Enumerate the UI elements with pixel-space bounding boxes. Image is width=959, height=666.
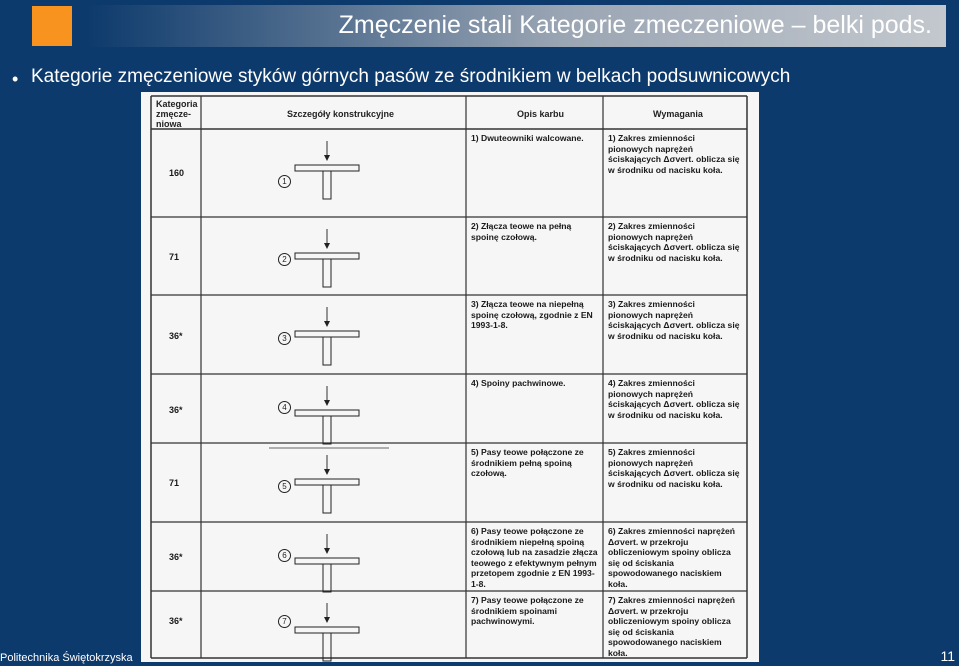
profile-shape bbox=[323, 416, 331, 444]
detail-number-badge: 1 bbox=[278, 175, 291, 188]
load-arrow-icon bbox=[324, 155, 330, 161]
row-notch-description: 3) Złącza teowe na niepełną spoinę czołową, zgodnie z EN 1993-1-8. bbox=[471, 299, 593, 330]
row-notch-description: 5) Pasy teowe połączone ze środnikiem pełną spoiną czołową. bbox=[471, 447, 584, 478]
row-category: 36* bbox=[169, 552, 183, 562]
row-notch-description: 2) Złącza teowe na pełną spoinę czołową. bbox=[471, 221, 572, 242]
scanned-table-image bbox=[141, 92, 759, 662]
row-notch-description: 6) Pasy teowe połączone ze środnikiem niepełną spoiną czołową lub na zasadzie złącza teowego z efektywnym pełnym przetopem zgodnie z EN 1993-1-8. bbox=[471, 526, 598, 589]
row-requirements: 1) Zakres zmienności pionowych naprężeń ściskających Δσvert. oblicza się w środniku od nacisku koła. bbox=[608, 133, 740, 175]
page-number: 11 bbox=[940, 648, 955, 664]
profile-shape bbox=[323, 337, 331, 365]
bullet-marker: • bbox=[12, 69, 19, 89]
row-notch-description: 1) Dwuteowniki walcowane. bbox=[471, 133, 584, 143]
row-category: 36* bbox=[169, 331, 183, 341]
profile-shape bbox=[295, 410, 359, 416]
row-requirements: 4) Zakres zmienności pionowych naprężeń ściskających Δσvert. oblicza się w środniku od nacisku koła. bbox=[608, 378, 740, 420]
profile-shape bbox=[295, 165, 359, 171]
profile-shape bbox=[295, 558, 359, 564]
load-arrow-icon bbox=[324, 617, 330, 623]
detail-number-badge: 6 bbox=[278, 549, 291, 562]
load-arrow-icon bbox=[324, 469, 330, 475]
profile-shape bbox=[323, 564, 331, 592]
detail-number-badge: 3 bbox=[278, 332, 291, 345]
profile-shape bbox=[323, 633, 331, 661]
load-arrow-icon bbox=[324, 548, 330, 554]
detail-number-badge: 4 bbox=[278, 401, 291, 414]
header-category: Kategoria zmęcze-niowa bbox=[156, 99, 198, 129]
row-notch-description: 4) Spoiny pachwinowe. bbox=[471, 378, 566, 388]
detail-number-badge: 2 bbox=[278, 253, 291, 266]
detail-number-badge: 7 bbox=[278, 615, 291, 628]
row-notch-description: 7) Pasy teowe połączone ze środnikiem spoinami pachwinowymi. bbox=[471, 595, 584, 626]
profile-shape bbox=[323, 485, 331, 513]
header-notch: Opis karbu bbox=[517, 109, 565, 119]
header-detail: Szczegóły konstrukcyjne bbox=[287, 109, 395, 119]
profile-shape bbox=[295, 331, 359, 337]
slide-title: Zmęczenie stali Kategorie zmeczeniowe – belki pods. bbox=[338, 11, 932, 39]
row-requirements: 2) Zakres zmienności pionowych naprężeń ściskających Δσvert. oblicza się w środniku od nacisku koła. bbox=[608, 221, 740, 263]
row-requirements: 5) Zakres zmienności pionowych naprężeń ściskających Δσvert. oblicza się w środniku od nacisku koła. bbox=[608, 447, 740, 489]
profile-shape bbox=[295, 479, 359, 485]
footer-institution: Politechnika Świętokrzyska bbox=[0, 652, 133, 664]
profile-shape bbox=[323, 259, 331, 287]
row-category: 36* bbox=[169, 616, 183, 626]
row-requirements: 6) Zakres zmienności naprężeń Δσvert. w przekroju obliczeniowym spoiny oblicza się od ściskania spowodowanego naciskiem koła. bbox=[608, 526, 736, 589]
load-arrow-icon bbox=[324, 321, 330, 327]
row-category: 71 bbox=[169, 478, 180, 488]
row-requirements: 3) Zakres zmienności pionowych naprężeń ściskających Δσvert. oblicza się w środniku od nacisku koła. bbox=[608, 299, 740, 341]
orange-square-logo bbox=[32, 6, 72, 46]
profile-shape bbox=[295, 627, 359, 633]
row-category: 36* bbox=[169, 405, 183, 415]
profile-shape bbox=[295, 253, 359, 259]
profile-shape bbox=[323, 171, 331, 199]
load-arrow-icon bbox=[324, 243, 330, 249]
slide-subtitle: Kategorie zmęczeniowe styków górnych pasów ze środnikiem w belkach podsuwnicowych bbox=[31, 66, 791, 87]
detail-number-badge: 5 bbox=[278, 480, 291, 493]
row-category: 160 bbox=[169, 168, 185, 178]
row-category: 71 bbox=[169, 252, 180, 262]
row-requirements: 7) Zakres zmienności naprężeń Δσvert. w przekroju obliczeniowym spoiny oblicza się od ściskania spowodowanego naciskiem koła. bbox=[608, 595, 736, 658]
load-arrow-icon bbox=[324, 400, 330, 406]
header-requirements: Wymagania bbox=[653, 109, 703, 119]
title-bar bbox=[88, 5, 946, 47]
